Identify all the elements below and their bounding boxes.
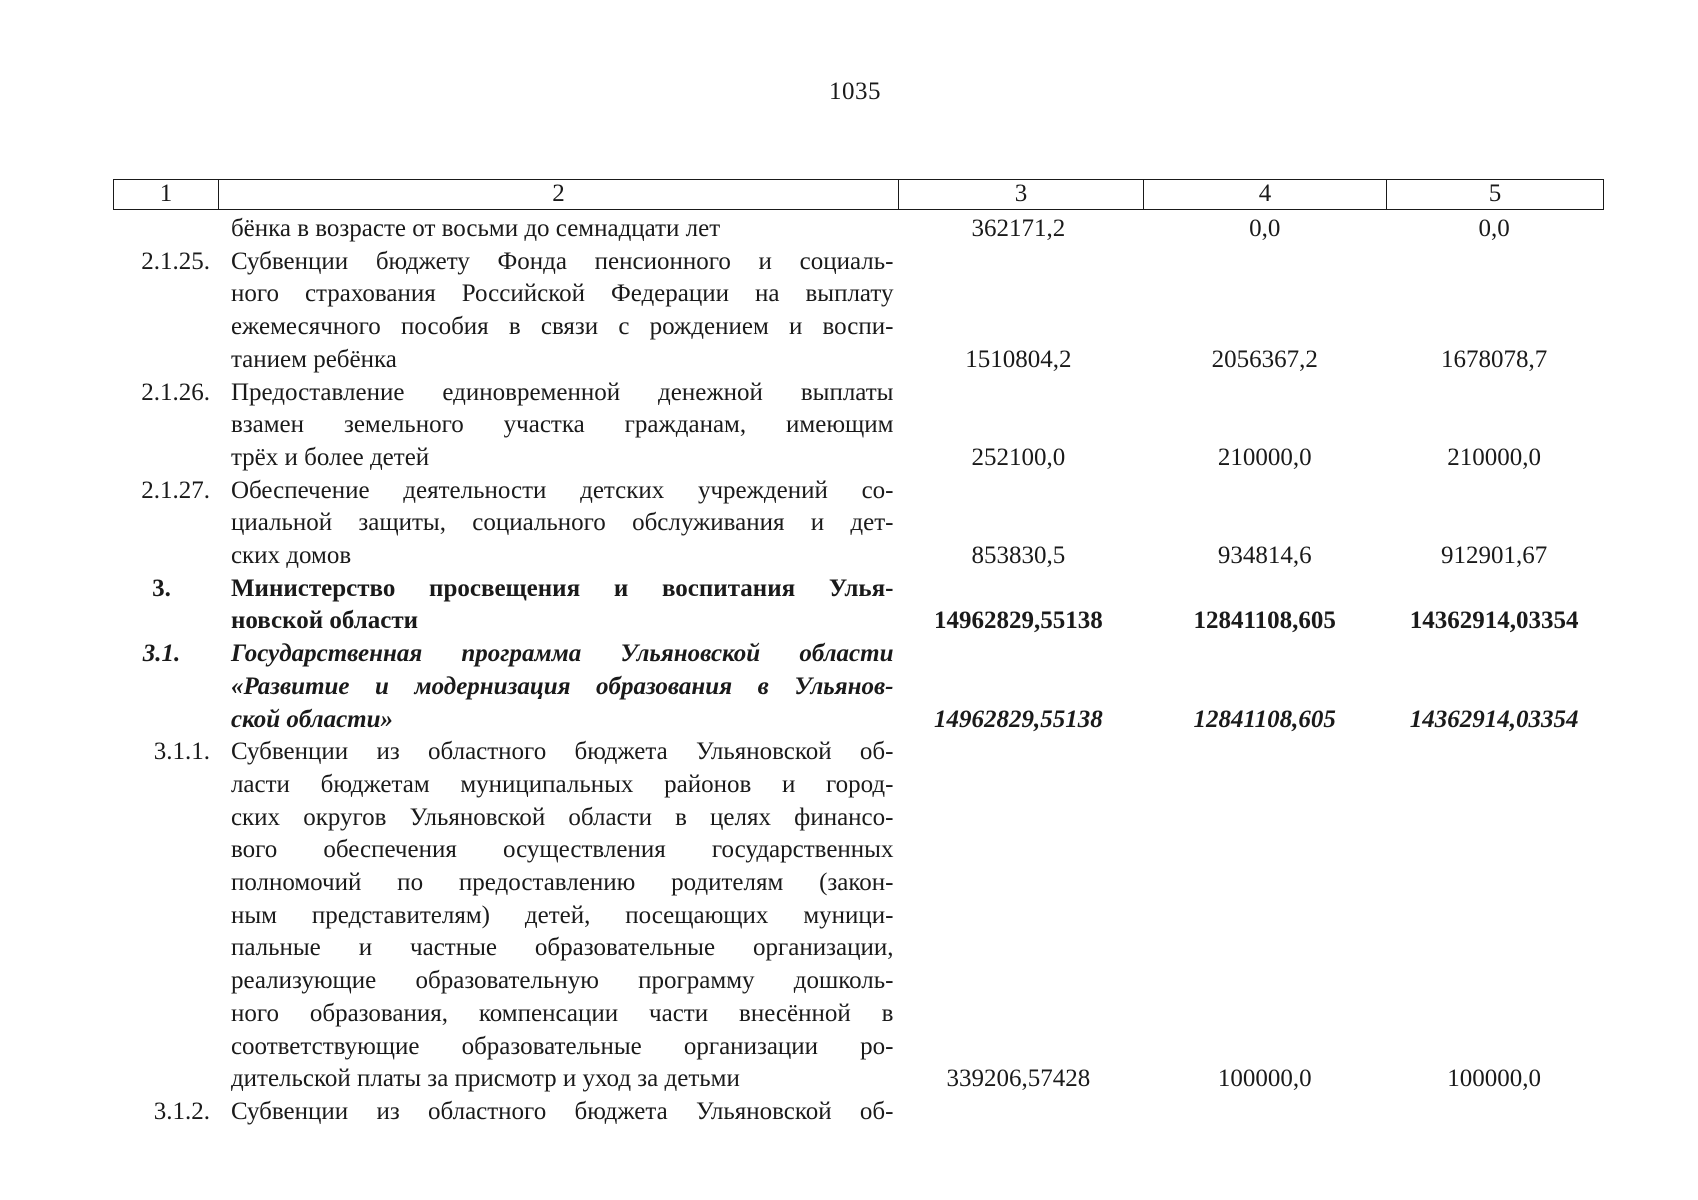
description-line: Субвенции бюджету Фонда пенсионного и социаль- <box>230 247 894 275</box>
table-row <box>113 736 1602 1096</box>
value-col-5: 100000,0 <box>1447 1065 1541 1093</box>
description-line: «Развитие и модернизация образования в Ульянов- <box>230 672 894 700</box>
row-number: 3.1.2. <box>153 1097 210 1125</box>
row-description <box>210 1096 894 1129</box>
row-number: 2.1.27. <box>141 476 210 504</box>
description-line: Субвенции из областного бюджета Ульяновской об- <box>230 1097 894 1125</box>
description-line: танием ребёнка <box>230 345 397 373</box>
row-description <box>210 377 894 475</box>
description-line: Субвенции из областного бюджета Ульяновской об- <box>230 738 894 766</box>
description-line: пальные и частные образовательные организации, <box>230 934 894 962</box>
description-line: ских домов <box>230 542 352 570</box>
value-col-4: 0,0 <box>1249 215 1281 242</box>
value-col-3: 14962829,55138 <box>934 705 1103 733</box>
value-col-5: 0,0 <box>1478 215 1510 242</box>
header-col-5: 5 <box>1488 180 1502 207</box>
value-col-5: 1678078,7 <box>1440 345 1548 373</box>
page-number: 1035 <box>829 78 881 105</box>
table-body <box>113 213 1602 1129</box>
description-line: ежемесячного пособия в связи с рождением и воспи- <box>230 313 894 341</box>
value-col-5: 210000,0 <box>1447 443 1541 471</box>
row-description <box>210 213 894 246</box>
row-description <box>210 638 894 736</box>
description-line: взамен земельного участка гражданам, имеющим <box>230 411 894 439</box>
description-line: трёх и более детей <box>230 443 430 471</box>
value-col-5: 912901,67 <box>1440 542 1548 570</box>
description-line: ских округов Ульяновской области в целях финансо- <box>230 803 894 831</box>
value-col-4: 210000,0 <box>1217 443 1312 471</box>
value-col-3: 362171,2 <box>971 215 1066 242</box>
row-number: 3.1. <box>142 640 181 668</box>
description-line: реализующие образовательную программу дошколь- <box>230 967 894 995</box>
table-row <box>113 213 1602 246</box>
row-number: 3.1.1. <box>153 738 210 766</box>
value-col-4: 100000,0 <box>1217 1065 1312 1093</box>
value-col-5: 14362914,03354 <box>1409 705 1579 733</box>
description-line: дительской платы за присмотр и уход за детьми <box>230 1065 740 1093</box>
header-col-3: 3 <box>899 180 1144 209</box>
description-line: Государственная программа Ульяновской области <box>230 640 894 668</box>
description-line: новской области <box>230 607 419 635</box>
row-number: 3. <box>152 574 171 602</box>
description-line: вого обеспечения осуществления государственных <box>230 836 894 864</box>
description-line: ного страхования Российской Федерации на выплату <box>230 280 894 308</box>
row-description <box>210 475 894 573</box>
description-line: ного образования, компенсации части внесённой в <box>230 999 894 1027</box>
row-description <box>210 246 894 377</box>
header-col-1: 1 <box>114 180 219 209</box>
table-row <box>113 246 1602 377</box>
table-row <box>113 377 1602 475</box>
description-line: циальной защиты, социального обслуживания и дет- <box>230 509 894 537</box>
value-col-4: 2056367,2 <box>1211 345 1318 373</box>
row-number: 2.1.25. <box>141 247 210 275</box>
table-row <box>113 1096 1602 1129</box>
value-col-3: 853830,5 <box>971 542 1066 570</box>
value-col-4: 12841108,605 <box>1193 705 1336 733</box>
table-row <box>113 475 1602 573</box>
description-line: Обеспечение деятельности детских учреждений со- <box>230 476 894 504</box>
row-number: 2.1.26. <box>141 378 210 406</box>
description-line: Предоставление единовременной денежной выплаты <box>230 378 894 406</box>
description-line: бёнка в возрасте от восьми до семнадцати лет <box>230 215 721 242</box>
header-col-4: 4 <box>1144 180 1387 209</box>
header-col-2: 2 <box>219 180 899 209</box>
description-line: ласти бюджетам муниципальных районов и город- <box>230 770 894 798</box>
row-description <box>210 736 894 1096</box>
table-row <box>113 573 1602 638</box>
value-col-5: 14362914,03354 <box>1409 607 1579 635</box>
table-header <box>113 179 1604 210</box>
value-col-3: 339206,57428 <box>946 1065 1091 1093</box>
table-row <box>113 638 1602 736</box>
description-line: ным представителям) детей, посещающих муници- <box>230 901 894 929</box>
description-line: полномочий по предоставлению родителям (закон- <box>230 869 894 897</box>
value-col-4: 934814,6 <box>1217 542 1312 570</box>
description-line: ской области» <box>230 705 394 733</box>
value-col-3: 252100,0 <box>971 443 1066 471</box>
value-col-3: 14962829,55138 <box>934 607 1103 635</box>
description-line: Министерство просвещения и воспитания Улья- <box>230 574 894 602</box>
row-description <box>210 573 894 638</box>
description-line: соответствующие образовательные организации ро- <box>230 1032 894 1060</box>
value-col-4: 12841108,605 <box>1193 607 1336 635</box>
value-col-3: 1510804,2 <box>965 345 1072 373</box>
